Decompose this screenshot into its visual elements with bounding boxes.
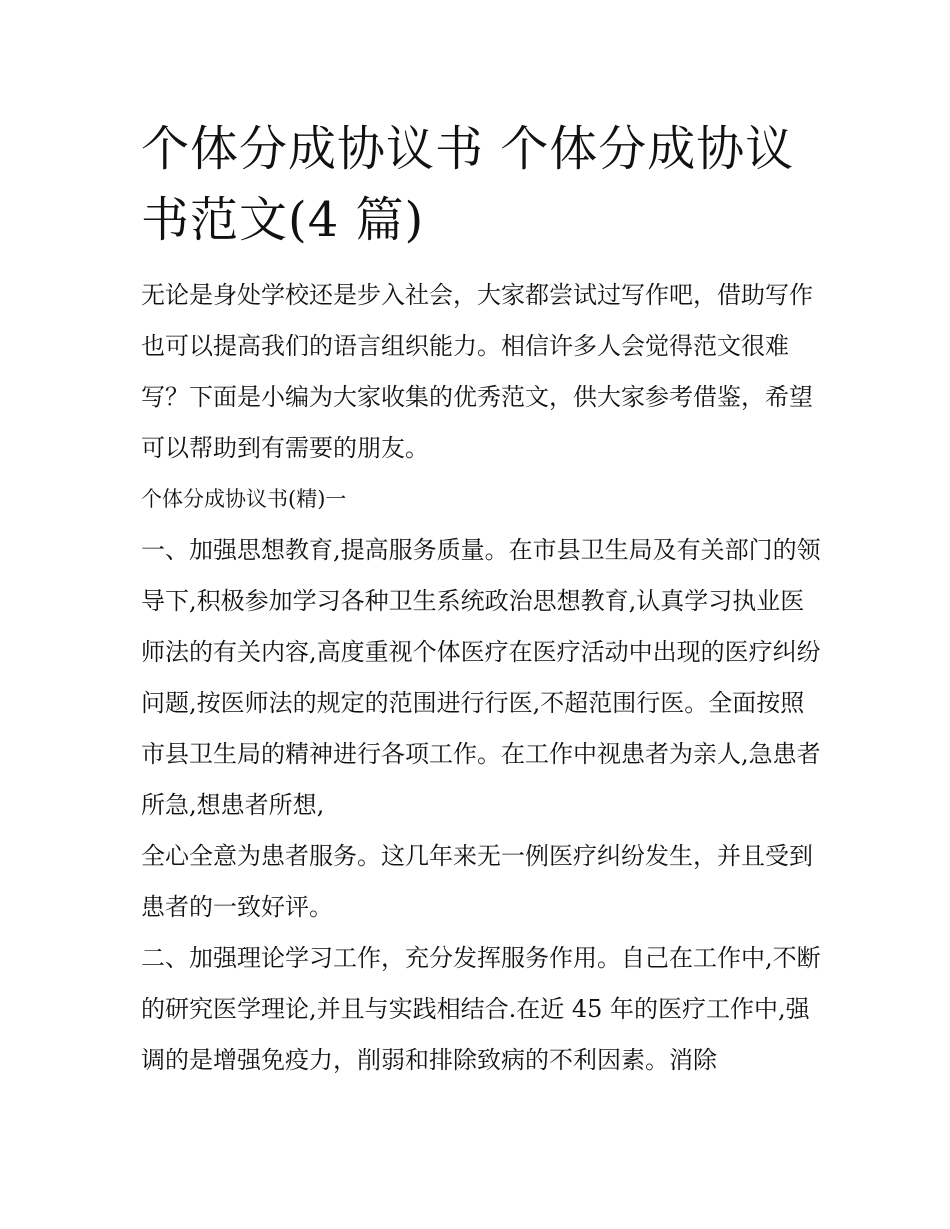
body-paragraph-1: 一、加强思想教育,提高服务质量。在市县卫生局及有关部门的领导下,积极参加学习各种卫生系统政治思想教育,认真学习执业医师法的有关内容,高度重视个体医疗在医疗活动中出现的医疗纠纷问题,按医师法的规定的范围进行行医,不超范围行医。全面按照市县卫生局的精神进行各项工作。在工作中视患者为亲人,急患者所急,想患者所想, xyxy=(141,536,821,819)
body-paragraph-3: 二、加强理论学习工作，充分发挥服务作用。自己在工作中,不断的研究医学理论,并且与实践相结合.在近 45 年的医疗工作中,强调的是增强免疫力，削弱和排除致病的不利因素。消除 xyxy=(141,944,821,1074)
body-paragraph-2: 全心全意为患者服务。这几年来无一例医疗纠纷发生，并且受到患者的一致好评。 xyxy=(141,842,813,921)
document-page xyxy=(141,114,821,1086)
intro-paragraph: 无论是身处学校还是步入社会，大家都尝试过写作吧，借助写作也可以提高我们的语言组织能力。相信许多人会觉得范文很难写？下面是小编为大家收集的优秀范文，供大家参考借鉴，希望可以帮助到有需要的朋友。 xyxy=(141,281,813,462)
section-heading: 个体分成协议书(精)一 xyxy=(141,487,347,511)
document-title: 个体分成协议书 个体分成协议书范文(4 篇) xyxy=(141,121,795,248)
